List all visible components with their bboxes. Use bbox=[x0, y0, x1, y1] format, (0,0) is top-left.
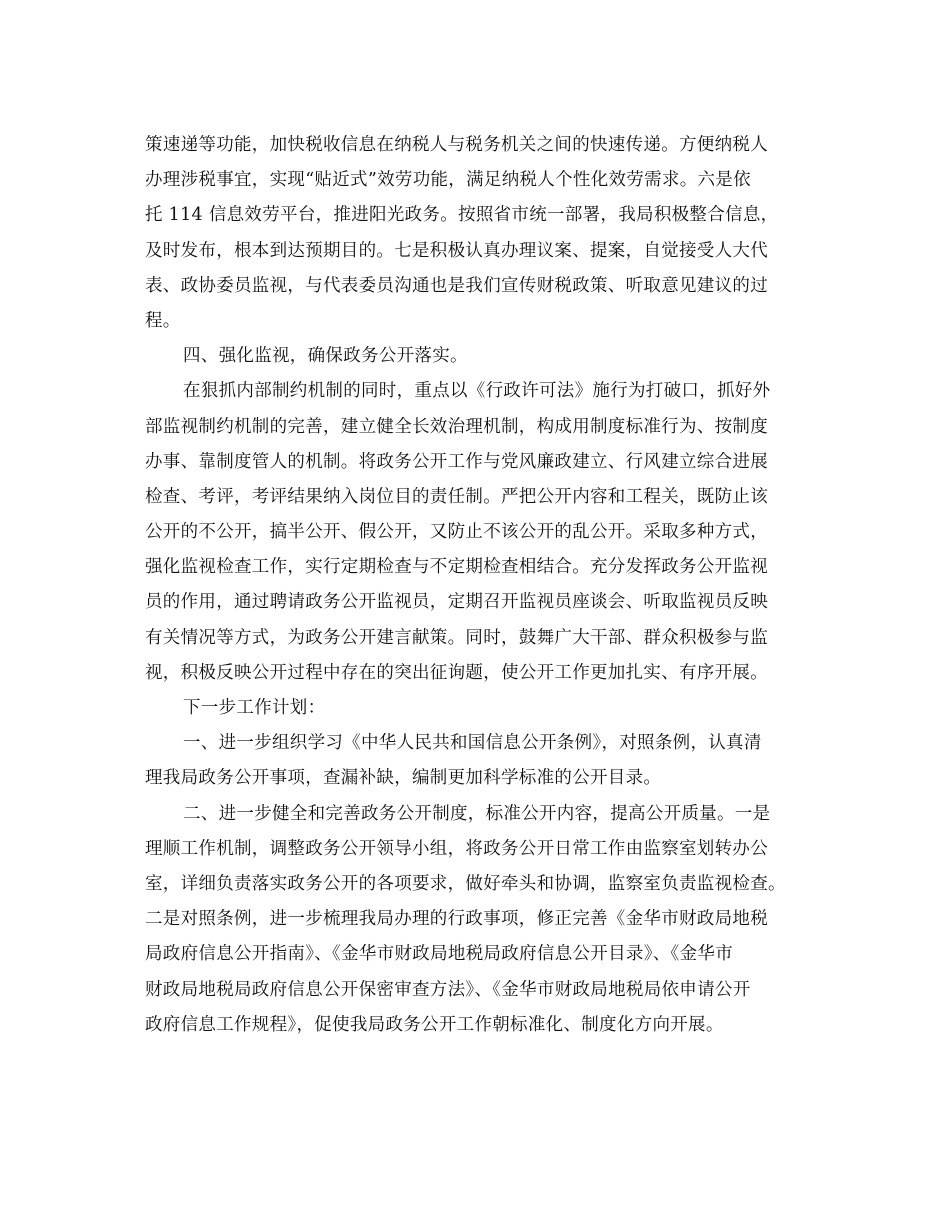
text-line: 托 114 信息效劳平台，推进阳光政务。按照省市统一部署，我局积极整合信息， bbox=[145, 205, 779, 226]
text-line: 策速递等功能，加快税收信息在纳税人与税务机关之间的快速传递。方便纳税人 bbox=[145, 135, 768, 155]
paragraph bbox=[145, 726, 810, 796]
text-line: 下一步工作计划： bbox=[183, 698, 326, 718]
text-line: 局政府信息公开指南》、《金华市财政局地税局政府信息公开目录》、《金华市 bbox=[145, 944, 733, 965]
text-line: 公开的不公开，搞半公开、假公开，又防止不该公开的乱公开。采取多种方式， bbox=[145, 522, 768, 543]
text-line: 理顺工作机制，调整政务公开领导小组，将政务公开日常工作由监察室划转办公 bbox=[145, 838, 768, 859]
text-line: 财政局地税局政府信息公开保密审查方法》、《金华市财政局地税局依申请公开 bbox=[145, 979, 751, 1000]
paragraph bbox=[145, 128, 810, 339]
text-line: 视，积极反映公开过程中存在的突出征询题，使公开工作更加扎实、有序开展。 bbox=[145, 662, 768, 683]
text-line: 二、进一步健全和完善政务公开制度，标准公开内容，提高公开质量。一是 bbox=[183, 803, 771, 824]
text-line: 及时发布，根本到达预期目的。七是积极认真办理议案、提案，自觉接受人大代 bbox=[145, 240, 768, 261]
text-line: 理我局政务公开事项，查漏补缺，编制更加科学标准的公开目录。 bbox=[145, 768, 662, 789]
text-line: 员的作用，通过聘请政务公开监视员，定期召开监视员座谈会、听取监视员反映 bbox=[145, 592, 768, 613]
text-line: 四、强化监视，确保政务公开落实。 bbox=[183, 346, 468, 367]
section-heading bbox=[145, 339, 810, 374]
text-line: 强化监视检查工作，实行定期检查与不定期检查相结合。充分发挥政务公开监视 bbox=[145, 557, 768, 578]
section-heading bbox=[145, 691, 810, 726]
text-line: 办事、靠制度管人的机制。将政务公开工作与党风廉政建立、行风建立综合进展 bbox=[145, 451, 768, 472]
paragraph bbox=[145, 374, 810, 691]
text-line: 办理涉税事宜，实现“贴近式”效劳功能，满足纳税人个性化效劳需求。六是依 bbox=[145, 170, 751, 191]
paragraph bbox=[145, 797, 810, 1043]
text-line: 一、进一步组织学习《中华人民共和国信息公开条例》，对照条例，认真清 bbox=[183, 733, 762, 754]
text-line: 检查、考评，考评结果纳入岗位目的责任制。严把公开内容和工程关，既防止该 bbox=[145, 486, 768, 507]
text-line: 政府信息工作规程》，促使我局政务公开工作朝标准化、制度化方向开展。 bbox=[145, 1014, 724, 1035]
text-line: 程。 bbox=[145, 310, 181, 331]
text-line: 有关情况等方式，为政务公开建言献策。同时，鼓舞广大干部、群众积极参与监 bbox=[145, 627, 768, 648]
text-line: 部监视制约机制的完善，建立健全长效治理机制，构成用制度标准行为、按制度 bbox=[145, 416, 768, 437]
text-line: 在狠抓内部制约机制的同时，重点以《行政许可法》施行为打破口，抓好外 bbox=[183, 381, 771, 402]
text-line: 表、政协委员监视，与代表委员沟通也是我们宣传财税政策、听取意见建议的过 bbox=[145, 275, 768, 296]
document-body bbox=[145, 128, 810, 1043]
text-line: 室，详细负责落实政务公开的各项要求，做好牵头和协调，监察室负责监视检查。 bbox=[145, 873, 786, 894]
text-line: 二是对照条例，进一步梳理我局办理的行政事项，修正完善《金华市财政局地税 bbox=[145, 909, 768, 930]
